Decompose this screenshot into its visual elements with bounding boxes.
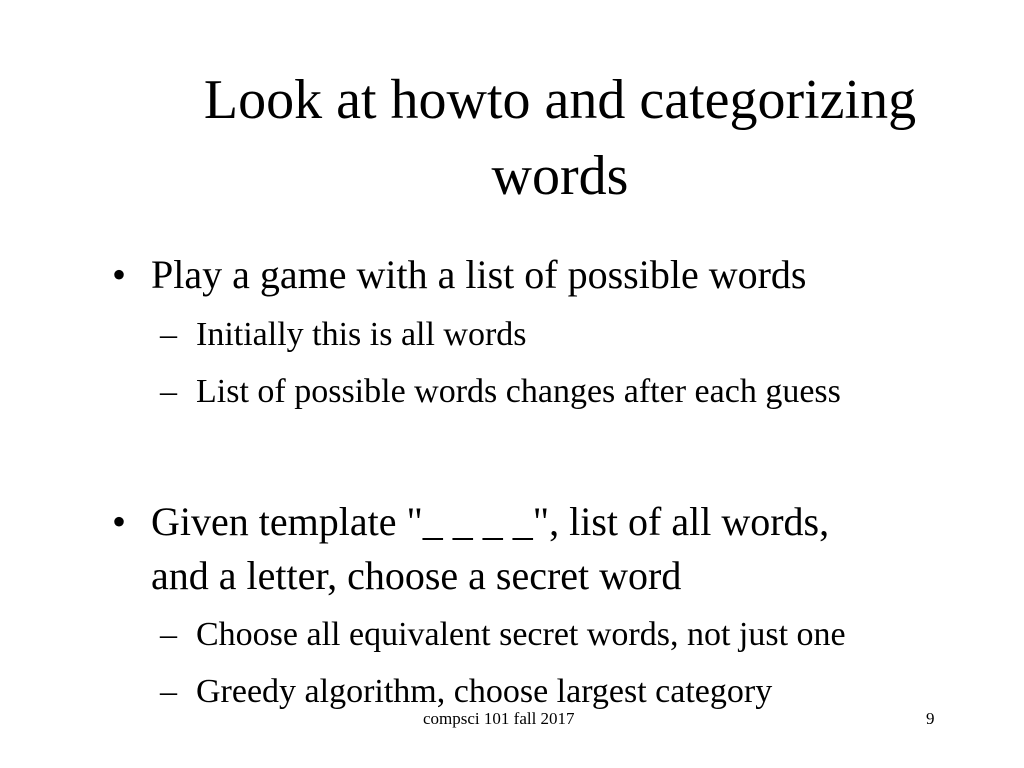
page-number: 9	[926, 709, 935, 728]
bullet-text: Play a game with a list of possible words	[151, 252, 807, 297]
bullet-marker: •	[112, 499, 127, 544]
sub-bullet-item	[160, 313, 527, 357]
bullet-marker: •	[112, 252, 127, 297]
sub-bullet-marker: –	[160, 616, 177, 653]
sub-bullet-text: Choose all equivalent secret words, not just one	[196, 616, 846, 653]
sub-bullet-marker: –	[160, 373, 177, 410]
bullet-text: Given template "_ _ _ _", list of all words,	[151, 499, 830, 544]
bullet-text: and a letter, choose a secret word	[151, 553, 682, 598]
sub-bullet-text: Greedy algorithm, choose largest category	[196, 673, 773, 710]
slide-title: Look at howto and categorizing words	[203, 69, 917, 207]
sub-bullet-marker: –	[160, 673, 177, 710]
footer-course-label: compsci 101 fall 2017	[423, 709, 575, 728]
sub-bullet-item	[160, 613, 846, 657]
sub-bullet-item	[160, 370, 841, 414]
sub-bullet-text: Initially this is all words	[196, 316, 527, 353]
sub-bullet-marker: –	[160, 316, 177, 353]
sub-bullet-text: List of possible words changes after each guess	[196, 373, 841, 410]
